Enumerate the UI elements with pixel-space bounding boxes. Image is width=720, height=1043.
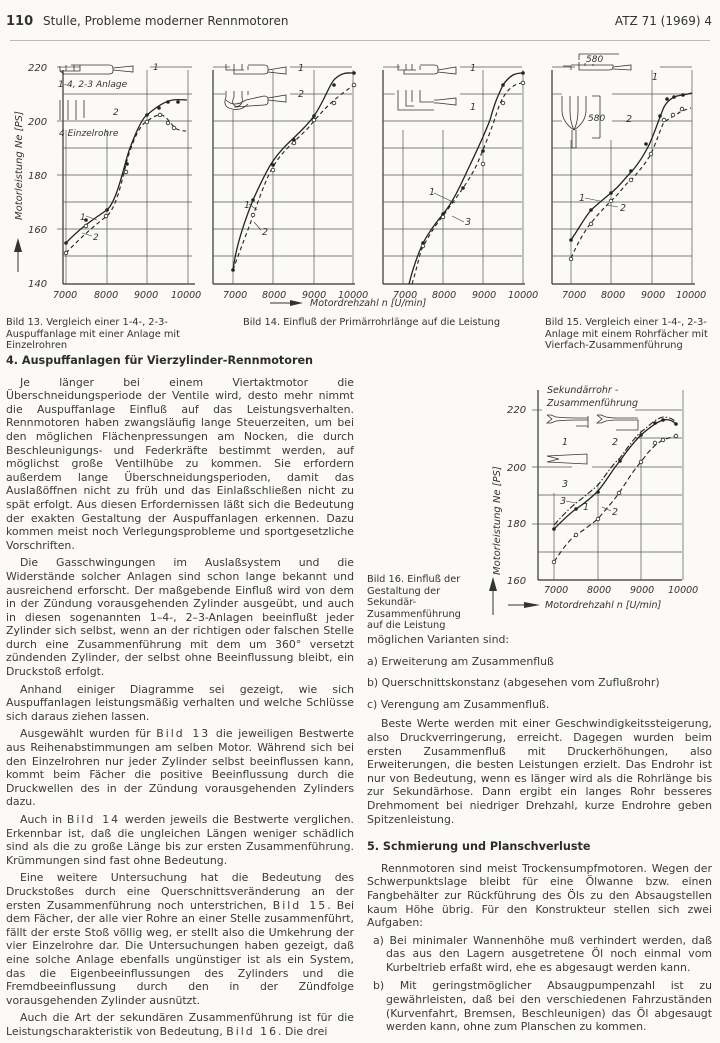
page-number: 110 [6,14,34,29]
paragraph: Je länger bei einem Viertaktmotor die Überschneidungsperiode der Ventile wird, desto mehr nimmt die Auspuffanlage Einfluß auf das Leistungsverhalten. Rennmotoren haben zwangsläufig lange Steuerzeiten, um bei den möglichen Flächenpressungen am Nocken, die durch Beschleunigungs- und Federkräfte bestimmt werden, auf möglichst große Ventilhübe zu kommen. Sie erfordern außerdem lange Überschneidungsperioden, damit das Auslaßöffnen nicht zu früh und das Einlaßschließen nicht zu spät erfolgt. Aus diesen Erfordernissen läßt sich die Bedeutung der exakten Gestaltung der Auspuffanlagen erkennen. Dazu kommen meist noch Verlegungsprobleme und sportgesetzliche Vorschriften. [6,375,354,552]
text: Auch in [20,813,67,826]
series-label: 2 [298,89,305,100]
text: Ausgewählt wurden für [20,727,157,741]
list-item: b) Querschnittskonstanz (abgesehen vom Zuflußrohr) [367,676,660,690]
series-label: 2 [113,108,119,118]
chart-bild-15 [552,54,706,301]
ytick: 180 [507,519,527,530]
series-label: 1 [153,63,159,73]
figure-reference: Bild 13 [156,727,211,741]
series-label-3: 1 [470,102,477,113]
xtick: 9000 [472,290,497,301]
xtick: 8000 [587,585,612,596]
legend-title: Zusammenführung [547,398,639,409]
journal-reference: ATZ 71 (1969) 4 [614,14,712,28]
text: Eine weitere Untersuchung hat die Bedeutung des Druckstoßes durch eine Querschnittsveränderung an der ersten Zusammenführung noch unterstrichen, [6,871,354,912]
figures-13-15 [0,40,720,310]
series-label: 2 [620,203,627,214]
figure-caption-13: Bild 13. Vergleich einer 1-4-, 2-3-Auspuffanlage mit einer Anlage mit Einzelrohren [6,317,180,351]
series-label-3: 3 [465,217,472,228]
chart-bild-13 [28,63,201,301]
xtick: 8000 [94,290,119,301]
paragraph: Beste Werte werden mit einer Geschwindigkeitssteigerung, also Druckverringerung, erreicht. Dagegen wurden beim ersten Zusammenfluß mit Druckerhöhungen, also Erweiterungen, die besten Leistungen erzielt. Das Endrohr ist nur von Bedeutung, wenn es länger wird als die Rohrlänge bis zur Sekundärhose. Dann ergibt ein langes Rohr besseres Drehmoment bei niedriger Drehzahl, kurze Endrohre geben Spitzenleistung. [367,717,712,826]
chart-bild-14-left [213,63,368,301]
xtick: 10000 [668,585,699,596]
list-item: a) Bei minimaler Wannenhöhe muß verhindert werden, daß das aus den Lagern ausgetretene Öl noch einmal vom Kurbeltrieb erfaßt wird, ehe es abgesaugt werden kann. [373,933,712,974]
page-header [6,14,712,32]
right-column [367,633,712,1039]
legend-label: 1-4, 2-3 Anlage [58,80,128,90]
xtick: 10000 [338,290,369,301]
xtick: 10000 [508,290,539,301]
xtick: 9000 [630,585,655,596]
paragraph [6,727,354,809]
legend-title: Sekundärrohr - [547,385,619,396]
series-label: 1 [579,193,586,204]
xtick: 7000 [393,290,418,301]
legend-label: 4 Einzelrohre [59,129,119,139]
xtick: 10000 [676,290,707,301]
xtick: 9000 [302,290,327,301]
xtick: 9000 [641,290,666,301]
series-label: 2 [626,114,633,125]
text: die jeweiligen Bestwerte aus Reihenabstimmungen am selben Motor. Während sich bei den Einzelrohren nur jeder Zylinder selbst beeinflussen kann, kommt beim Fächer die positive Beeinflussung durch die Druckwellen des in der Zündung vorausgehenden Zylinders dazu. [6,727,354,809]
series-label: 2 [262,227,269,238]
figure-reference: Bild 16 [226,1024,279,1038]
manifold-schematic-icon [60,65,133,120]
series-label: 1 [583,502,590,513]
section-heading-4: 4. Auspuffanlagen für Vierzylinder-Rennmotoren [6,354,314,367]
ytick: 140 [28,279,48,290]
series-label: 3 [560,496,567,507]
manifold-schematic-icon [398,64,456,110]
series-1-line [409,73,523,284]
ytick: 200 [507,463,527,474]
series-label: 2 [93,233,99,243]
series-label: 2 [612,507,619,518]
text: . Bei dem Fächer, der alle vier Rohre an einer Stelle zusammenführt, fällt der erste Stoß völlig weg, er stellt also die Umkehrung der vier Einzelrohre dar. Die Untersuchungen haben gezeigt, daß eine solche Anlage ebenfalls ungünstiger ist als ein System, das die Eigenbeeinflussungen des Zylinders und die Fremdbeeinflussung durch den in der Zündfolge vorausgehenden Zylinder ausnützt. [6,898,355,1007]
xtick: 8000 [432,290,457,301]
figure-reference: Bild 15 [272,898,328,912]
series-label: 1 [652,72,659,83]
paragraph [6,813,354,867]
ytick: 160 [28,225,48,236]
figure-reference: Bild 14 [66,813,121,826]
y-axis-label: Motorleistung Ne [PS] [492,466,503,575]
x-axis-label: Motordrehzahl n [U/min] [545,600,662,611]
series-label: 1 [298,63,305,74]
text: . Die drei [278,1024,328,1038]
xtick: 9000 [134,290,159,301]
pipe-schematic-icon [547,415,638,464]
ytick: 180 [28,171,48,182]
left-column [6,354,354,1043]
series-label: 1 [80,213,86,223]
paragraph: möglichen Varianten sind: [367,633,510,646]
figure-caption-15: Bild 15. Vergleich einer 1-4-, 2-3-Anlage mit einem Rohrfächer mit Vierfach-Zusammenführung [545,317,708,351]
chart-bild-14-right [383,63,538,301]
series-label: 2 [612,437,619,448]
xtick: 7000 [223,290,248,301]
text: werden jeweils die Bestwerte verglichen. Erkennbar ist, daß die ungleichen Längen weniger schädlich sind als die zu große Länge bis zur ersten Zusammenführung. Krümmungen sind fast ohne Bedeutung. [6,813,354,867]
xtick: 8000 [601,290,626,301]
manifold-schematic-icon [225,64,286,109]
ytick: 220 [507,405,527,416]
paragraph: Rennmotoren sind meist Trockensumpfmotoren. Wegen der Schwerpunktslage bleibt für eine Ölwanne bzw. einen Fangbehälter zur Rückführung des Öls zu den Absaugstellen kaum Höhe übrig. Für den Konstrukteur stellen sich zwei Aufgaben: [367,861,712,930]
paragraph [6,1011,354,1038]
paragraph: Die Gasschwingungen im Auslaßsystem und die Widerstände solcher Anlagen sind schon lange bekannt und ausreichend erforscht. Der maßgebende Einfluß wird von dem in der Zündung vorausgehenden Zylinder ausgeübt, und auch in diesen sogenannten 1–4-, 2–3-Anlagen beeinflußt jeder Zylinder sich selbst, wenn an der richtigen oder falschen Stelle durch eine Zusammenführung mit dem um 360° versetzt zündenden Zylinder, der selbst ohne Beeinflussung bleibt, ein Druckstoß erfolgt. [6,556,354,679]
dimension-label: 580 [588,114,606,124]
series-3-line [412,83,523,284]
xtick: 7000 [53,290,78,301]
series-label: 1 [470,63,477,74]
series-label: 1 [429,187,436,198]
ytick: 220 [28,63,48,74]
series-2-line [571,108,691,258]
series-2-line [233,85,354,270]
figure-caption-16: Bild 16. Einfluß der Gestaltung der Sekundär-Zusammenführung auf die Leistung [367,574,461,631]
y-axis-label: Motorleistung Ne [PS] [14,111,25,220]
series-label: 1 [562,437,569,448]
manifold-schematic-icon [562,54,631,148]
ytick: 160 [507,576,527,587]
running-title: Stulle, Probleme moderner Rennmotoren [42,14,289,28]
dimension-label: 580 [586,55,604,65]
paragraph: Anhand einiger Diagramme sei gezeigt, wie sich Auspuffanlagen leistungsmäßig verhalten und welche Schlüsse sich daraus ziehen lassen. [6,682,354,723]
x-axis-label: Motordrehzahl n [U/min] [310,298,427,309]
ytick: 200 [28,117,48,128]
figure-caption-14: Bild 14. Einfluß der Primärrohrlänge auf die Leistung [243,317,501,328]
xtick: 7000 [562,290,587,301]
xtick: 10000 [171,290,202,301]
text: Auch die Art der sekundären Zusammenführung ist für die Leistungscharakteristik von Bedeutung, [6,1011,354,1038]
xtick: 8000 [262,290,287,301]
series-label: 1 [244,200,251,211]
chart-bild-16 [460,365,720,615]
paragraph [6,871,354,1007]
section-heading-5: 5. Schmierung und Planschverluste [367,840,591,854]
series-label: 3 [562,479,569,490]
list-item: a) Erweiterung am Zusammenfluß [367,654,554,668]
list-item: b) Mit geringstmöglicher Absaugpumpenzahl ist zu gewährleisten, daß bei den verschiedenen Fahrzuständen (Kurvenfahrt, Bremsen, Beschleunigen) das Öl abgesaugt werden kann, ohne zum Planschen zu kommen. [373,979,712,1034]
list-item: c) Verengung am Zusammenfluß. [367,697,550,711]
xtick: 7000 [544,585,569,596]
